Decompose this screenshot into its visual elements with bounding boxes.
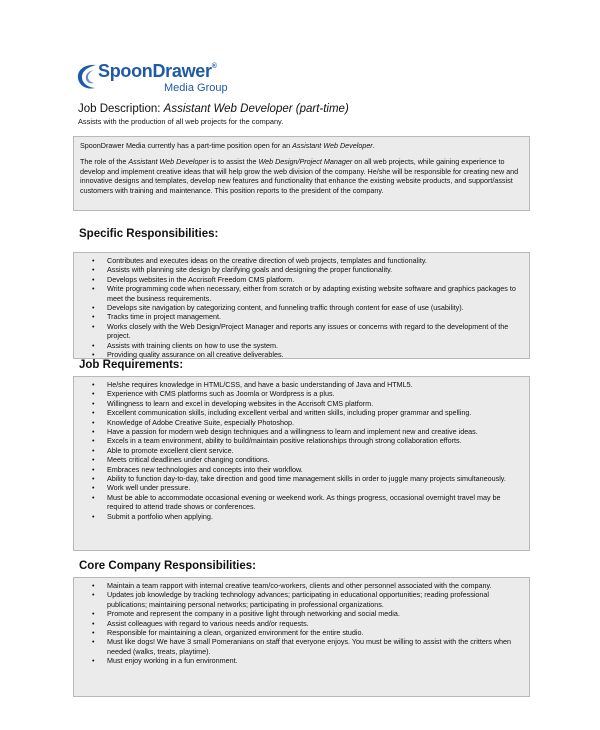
- job-requirements-heading: Job Requirements:: [79, 359, 184, 371]
- page-title: Job Description: Assistant Web Developer (part-time): [78, 103, 349, 115]
- job-requirements-box: [73, 376, 530, 551]
- list-item: • Promote and represent the company in a positive light through networking and social media.: [74, 609, 523, 618]
- logo-tagline: Media Group: [164, 82, 228, 94]
- logo-name: SpoonDrawer®: [98, 61, 217, 81]
- list-item: • Able to promote excellent client service.: [74, 446, 523, 455]
- list-item: • Excels in a team environment, ability to build/maintain positive relationships through strong collaboration efforts.: [74, 436, 523, 445]
- list-item: • Must enjoy working in a fun environment.: [74, 656, 523, 665]
- list-item: • Updates job knowledge by tracking technology advances; participating in educational opportunities; reading professional publications; maintaining personal networks; participating in professional organizations.: [74, 590, 523, 609]
- list-item: • Submit a portfolio when applying.: [74, 512, 523, 521]
- list-item: • Must be able to accommodate occasional evening or weekend work. As things progress, occasional overnight travel may be required to attend trade shows or conferences.: [74, 493, 523, 512]
- core-company-responsibilities-heading: Core Company Responsibilities:: [79, 560, 257, 572]
- list-item: • Assist colleagues with regard to various needs and/or requests.: [74, 619, 523, 628]
- page-subtitle: Assists with the production of all web projects for the company.: [78, 117, 284, 126]
- list-item: • Meets critical deadlines under changing conditions.: [74, 455, 523, 464]
- list-item: • Works closely with the Web Design/Project Manager and reports any issues or concerns with regard to the development of the project.: [74, 322, 523, 341]
- company-logo: [74, 60, 234, 98]
- list-item: • Contributes and executes ideas on the creative direction of web projects, templates and functionality.: [74, 256, 523, 265]
- specific-responsibilities-list: [74, 253, 529, 359]
- list-item: • Must like dogs! We have 3 small Pomeranians on staff that everyone enjoys. You must be willing to assist with the critters when needed (walks, treats, playtime).: [74, 637, 523, 656]
- list-item: • Tracks time in project management.: [74, 312, 523, 321]
- intro-paragraph-2: The role of the Assistant Web Developer is to assist the Web Design/Project Manager on all web projects, while gaining experience to develop and implement creative ideas that will help grow the web division of the company. He/she will be responsible for creating new and innovative designs and templates, develop new features and functionality that enhance the existing website products, and support/assist customers with training and maintenance. This position reports to the president of the company.: [80, 157, 519, 195]
- list-item: • Write programming code when necessary, either from scratch or by adapting existing website software and graphics packages to meet the business requirements.: [74, 284, 523, 303]
- spoon-logo-icon: [74, 62, 100, 92]
- list-item: • Knowledge of Adobe Creative Suite, especially Photoshop.: [74, 418, 523, 427]
- list-item: • Experience with CMS platforms such as Joomla or Wordpress is a plus.: [74, 389, 523, 398]
- list-item: • Providing quality assurance on all creative deliverables.: [74, 350, 523, 359]
- list-item: • Assists with training clients on how to use the system.: [74, 341, 523, 350]
- specific-responsibilities-heading: Specific Responsibilities:: [79, 228, 219, 240]
- list-item: • Have a passion for modern web design techniques and a willingness to learn and implement new and creative ideas.: [74, 427, 523, 436]
- list-item: • Work well under pressure.: [74, 483, 523, 492]
- list-item: • Assists with planning site design by clarifying goals and designing the proper functionality.: [74, 265, 523, 274]
- list-item: • Develops websites in the Accrisoft Freedom CMS platform.: [74, 275, 523, 284]
- core-company-responsibilities-box: [73, 577, 530, 697]
- list-item: • Responsible for maintaining a clean, organized environment for the entire studio.: [74, 628, 523, 637]
- list-item: • Maintain a team rapport with internal creative team/co-workers, clients and other personnel associated with the company.: [74, 581, 523, 590]
- list-item: • Ability to function day-to-day, take direction and good time management skills in order to juggle many projects simultaneously.: [74, 474, 523, 483]
- list-item: • Develops site navigation by categorizing content, and funneling traffic through content for ease of use (usability).: [74, 303, 523, 312]
- core-company-responsibilities-list: [74, 578, 529, 666]
- list-item: • Embraces new technologies and concepts into their workflow.: [74, 465, 523, 474]
- intro-paragraph-1: SpoonDrawer Media currently has a part-time position open for an Assistant Web Developer.: [80, 141, 375, 150]
- intro-box: [73, 136, 530, 211]
- specific-responsibilities-box: [73, 252, 530, 359]
- list-item: • He/she requires knowledge in HTML/CSS, and have a basic understanding of Java and HTML5.: [74, 380, 523, 389]
- list-item: • Willingness to learn and excel in developing websites in the Accrisoft CMS platform.: [74, 399, 523, 408]
- list-item: • Excellent communication skills, including excellent verbal and written skills, including proper grammar and spelling.: [74, 408, 523, 417]
- job-requirements-list: [74, 377, 529, 521]
